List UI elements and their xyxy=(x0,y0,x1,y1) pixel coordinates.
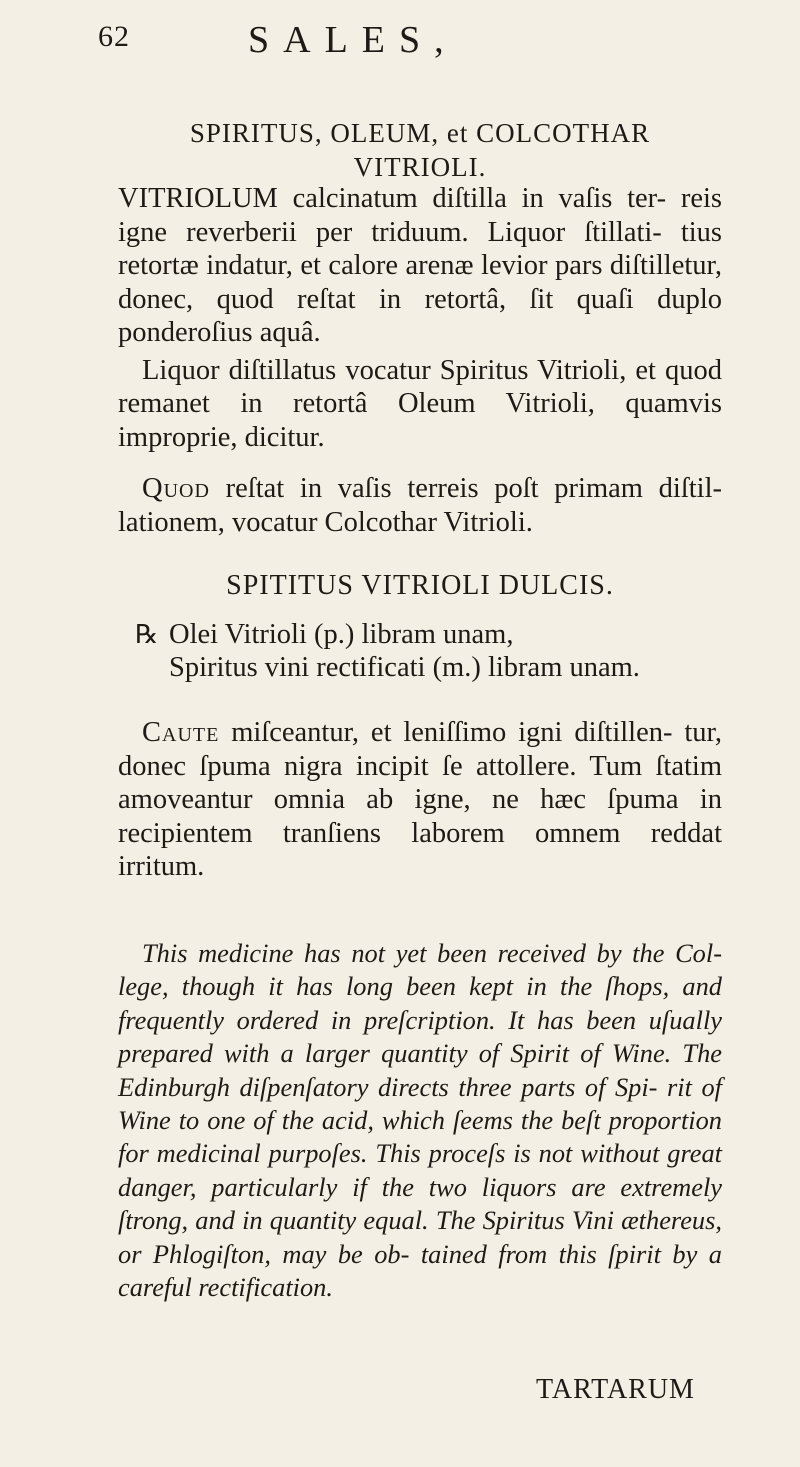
page-number: 62 xyxy=(98,20,130,53)
running-title: SALES, xyxy=(248,19,458,61)
section-heading-spiritus-oleum xyxy=(118,116,722,184)
recipe-symbol-icon: ℞ xyxy=(135,620,159,649)
editorial-note xyxy=(118,937,722,1304)
ingredient-2: Spiritus vini rectificati (m.) libram unam. xyxy=(169,652,640,683)
ingredient-line-2 xyxy=(135,651,739,684)
section-title-line-2: VITRIOLI. xyxy=(353,152,487,182)
paragraph-quod-restat xyxy=(118,472,722,539)
section-title-line-1: SPIRITUS, OLEUM, et COLCOTHAR xyxy=(189,118,651,148)
section-1-body xyxy=(118,182,722,539)
catchword: TARTARUM xyxy=(536,1374,695,1405)
paragraph-caute xyxy=(118,716,722,884)
ingredient-1: Olei Vitrioli (p.) libram unam, xyxy=(169,619,514,650)
note-paragraph: This medicine has not yet been received by the Col- lege, though it has long been kept in the ſhops, and frequently ordered in preſcription. It has been uſually prepared with a larger quantity of Spirit of Wine. The Edinburgh diſpenſatory directs three parts of Spi- rit of Wine to one of the acid, which ſeems the beſt proportion for medicinal purpoſes. This proceſs is not without great danger, particularly if the two liquors are extremely ſtrong, and in quantity equal. The Spiritus Vini æthereus, or Phlogiſton, may be ob- tained from this ſpirit by a careful rectification. xyxy=(118,938,722,1303)
section-heading-spititus-dulcis xyxy=(118,569,722,603)
drop-lead-word-2: Caute xyxy=(142,717,220,748)
paragraph-caute-text: miſceantur, et leniſſimo igni diſtillen- tur, donec ſpuma nigra incipit ſe attollere. Tum ſtatim amoveantur omnia ab igne, ne hæc ſpuma in recipientem tranſiens laborem omnem reddat irritum. xyxy=(118,717,722,882)
running-head xyxy=(98,18,618,68)
recipe-ingredients xyxy=(135,618,739,684)
ingredient-line-1 xyxy=(135,618,739,651)
paragraph-quod-restat-text: reſtat in vaſis terreis poſt primam diſtil- lationem, vocatur Colcothar Vitrioli. xyxy=(118,473,722,538)
drop-lead-word: Quod xyxy=(142,473,210,504)
paragraph-vitriolum: VITRIOLUM calcinatum diſtilla in vaſis ter- reis igne reverberii per triduum. Liquor ſtillati- tius retortæ indatur, et calore arenæ levior pars diſtilletur, donec, quod reſtat in retortâ, ſit quaſi duplo ponderoſius aquâ. xyxy=(118,183,722,348)
paragraph-liquor-distillatus: Liquor diſtillatus vocatur Spiritus Vitrioli, et quod remanet in retortâ Oleum Vitrioli, quamvis improprie, dicitur. xyxy=(118,354,722,453)
section-2-body xyxy=(118,716,722,884)
section-2-title: SPITITUS VITRIOLI DULCIS. xyxy=(226,570,614,601)
